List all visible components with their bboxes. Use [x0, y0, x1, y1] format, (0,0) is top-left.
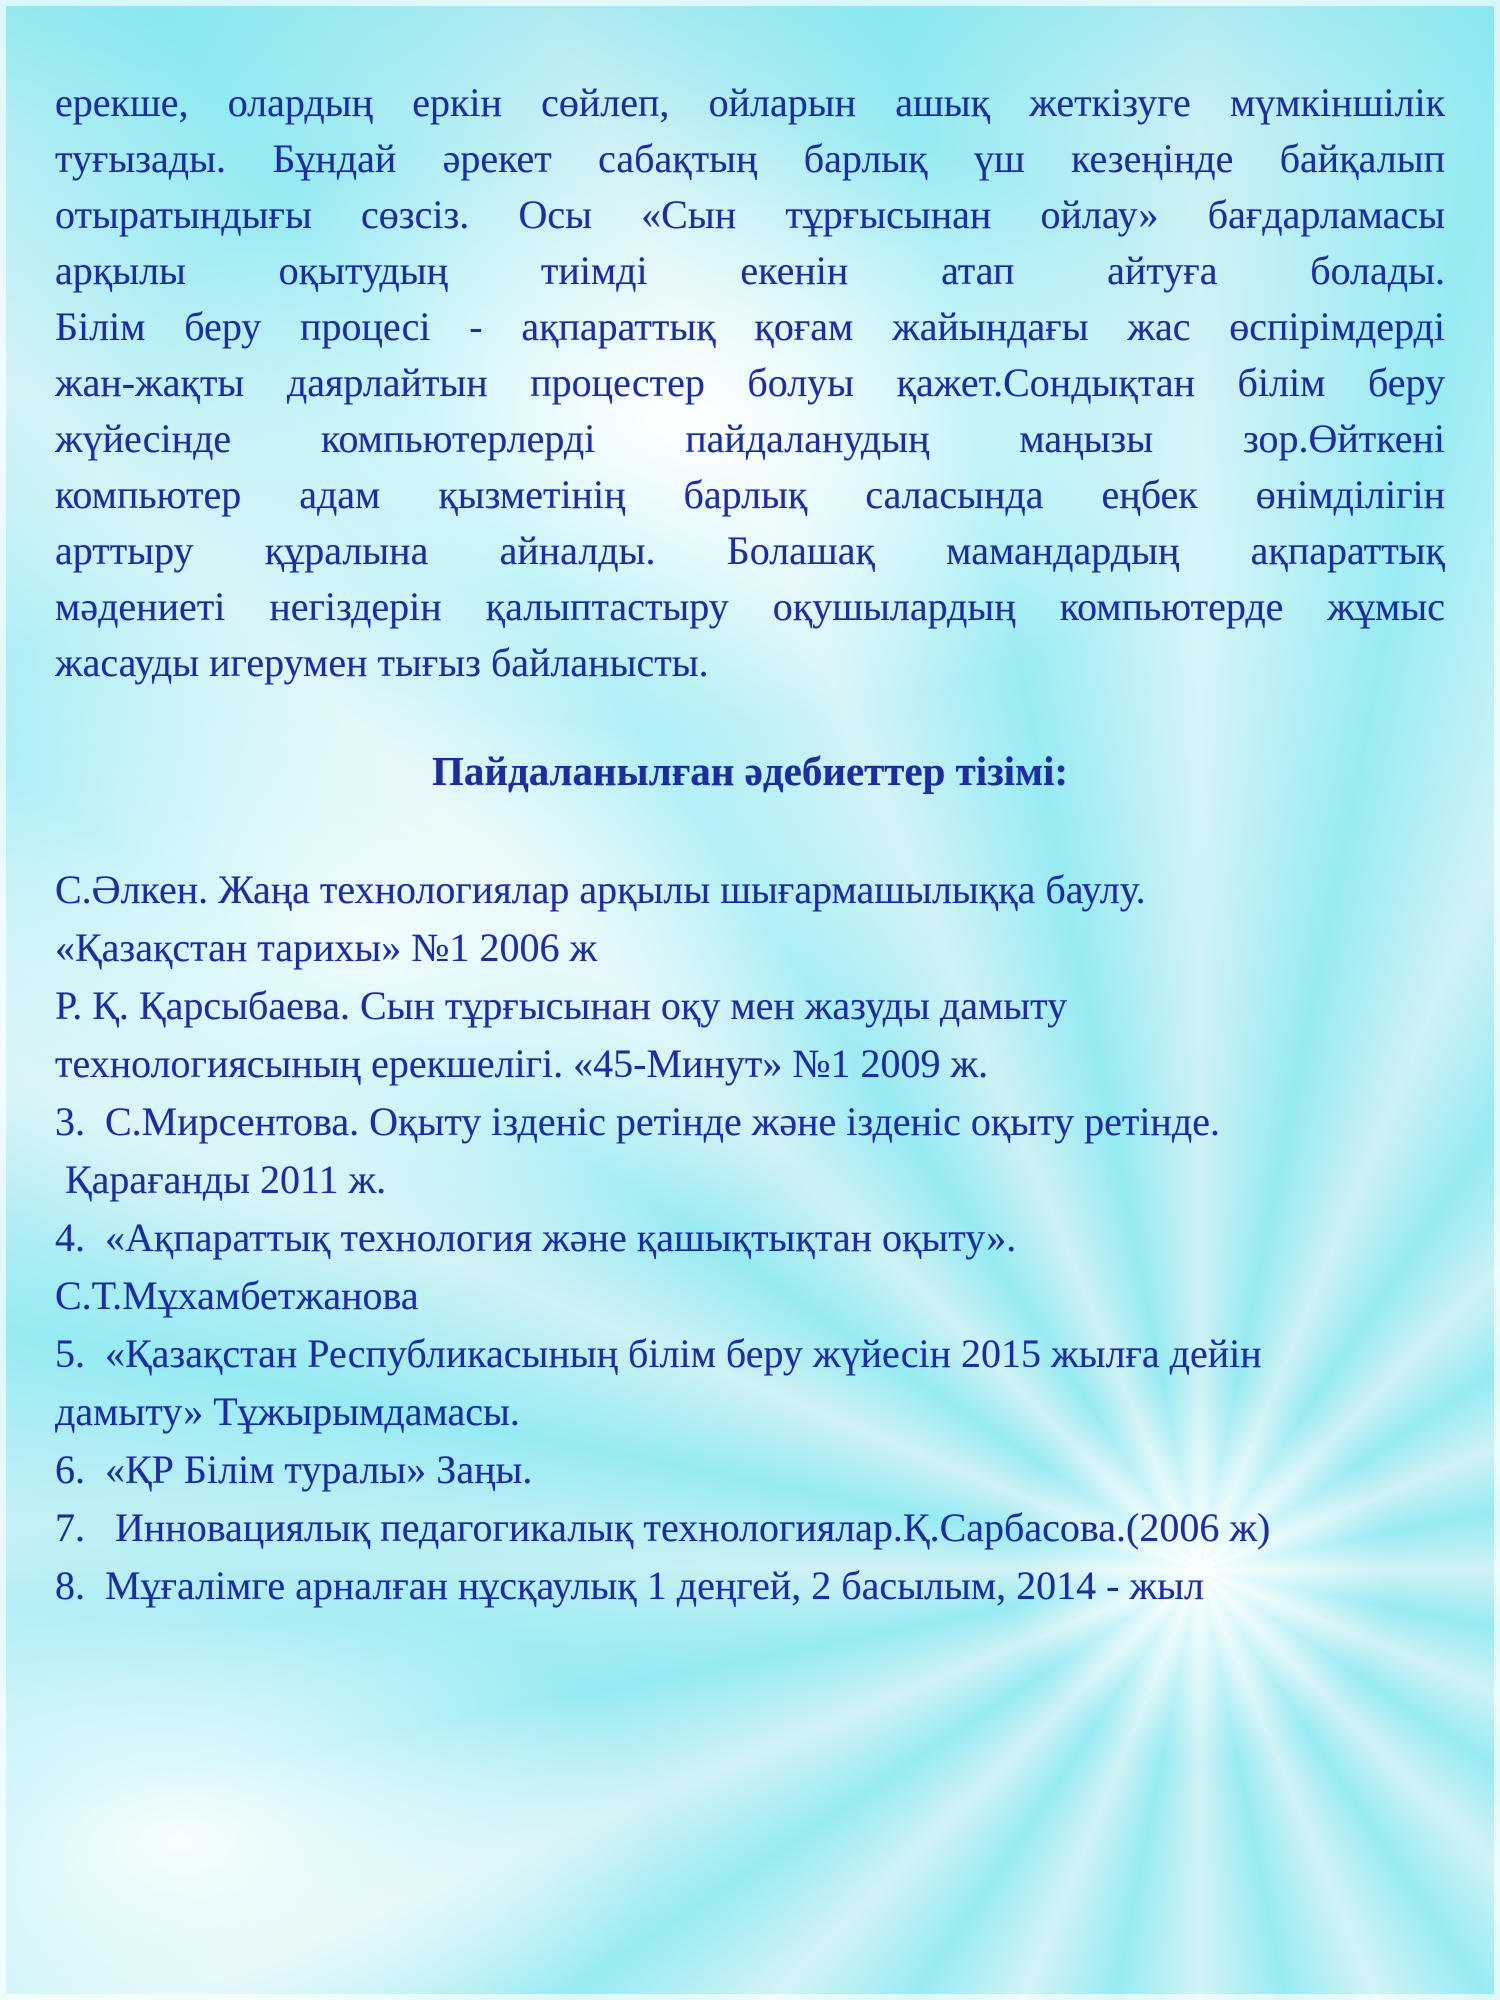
reference-line: 5. «Қазақстан Республикасының білім беру жүйесін 2015 жылға дейін: [55, 1331, 1262, 1376]
paragraph-line: Білім беру процесі - ақпараттық қоғам жайындағы жас өспірімдерді: [55, 304, 1445, 349]
body-paragraph: [55, 75, 1445, 691]
reference-line: С.Т.Мұхамбетжанова: [55, 1273, 419, 1318]
paragraph-line: жүйесінде компьютерлерді пайдаланудың маңызы зор.Өйткені: [55, 416, 1445, 461]
reference-line: Қарағанды 2011 ж.: [55, 1157, 387, 1202]
reference-line: «Қазақстан тарихы» №1 2006 ж: [55, 925, 598, 970]
reference-line: технологиясының ерекшелігі. «45-Минут» №1 2009 ж.: [55, 1041, 989, 1086]
paragraph-line: компьютер адам қызметінің барлық саласында еңбек өнімділігін: [55, 472, 1445, 517]
paragraph-line: ерекше, олардың еркін сөйлеп, ойларын ашық жеткізуге мүмкіншілік: [55, 80, 1445, 125]
paragraph-line: арқылы оқытудың тиімді екенін атап айтуға болады.: [55, 248, 1445, 293]
references-list: [55, 861, 1445, 1615]
paragraph-line: отыратындығы сөзсіз. Осы «Сын тұрғысынан ойлау» бағдарламасы: [55, 192, 1445, 237]
reference-line: Р. Қ. Қарсыбаева. Сын тұрғысынан оқу мен жазуды дамыту: [55, 983, 1068, 1028]
reference-line: 7. Инновациялық педагогикалық технологиялар.Қ.Сарбасова.(2006 ж): [55, 1505, 1271, 1550]
reference-line: 6. «ҚР Білім туралы» Заңы.: [55, 1447, 533, 1492]
reference-line: 8. Мұғалімге арналған нұсқаулық 1 деңгей, 2 басылым, 2014 - жыл: [55, 1563, 1204, 1608]
reference-line: дамыту» Тұжырымдамасы.: [55, 1389, 520, 1434]
paragraph-line: туғызады. Бұндай әрекет сабақтың барлық үш кезеңінде байқалып: [55, 136, 1445, 181]
paragraph-line: арттыру құралына айналды. Болашақ мамандардың ақпараттық: [55, 528, 1445, 573]
paragraph-line: мәдениеті негіздерін қалыптастыру оқушылардың компьютерде жұмыс: [55, 584, 1445, 629]
reference-line: С.Әлкен. Жаңа технологиялар арқылы шығармашылыққа баулу.: [55, 867, 1146, 912]
reference-line: 4. «Ақпараттық технология және қашықтықтан оқыту».: [55, 1215, 1017, 1260]
references-heading: Пайдаланылған әдебиеттер тізімі:: [431, 748, 1069, 794]
paragraph-line: жан-жақты даярлайтын процестер болуы қажет.Сондықтан білім беру: [55, 360, 1445, 405]
reference-line: 3. С.Мирсентова. Оқыту ізденіс ретінде және ізденіс оқыту ретінде.: [55, 1099, 1220, 1144]
paragraph-line: жасауды игерумен тығыз байланысты.: [55, 640, 709, 685]
